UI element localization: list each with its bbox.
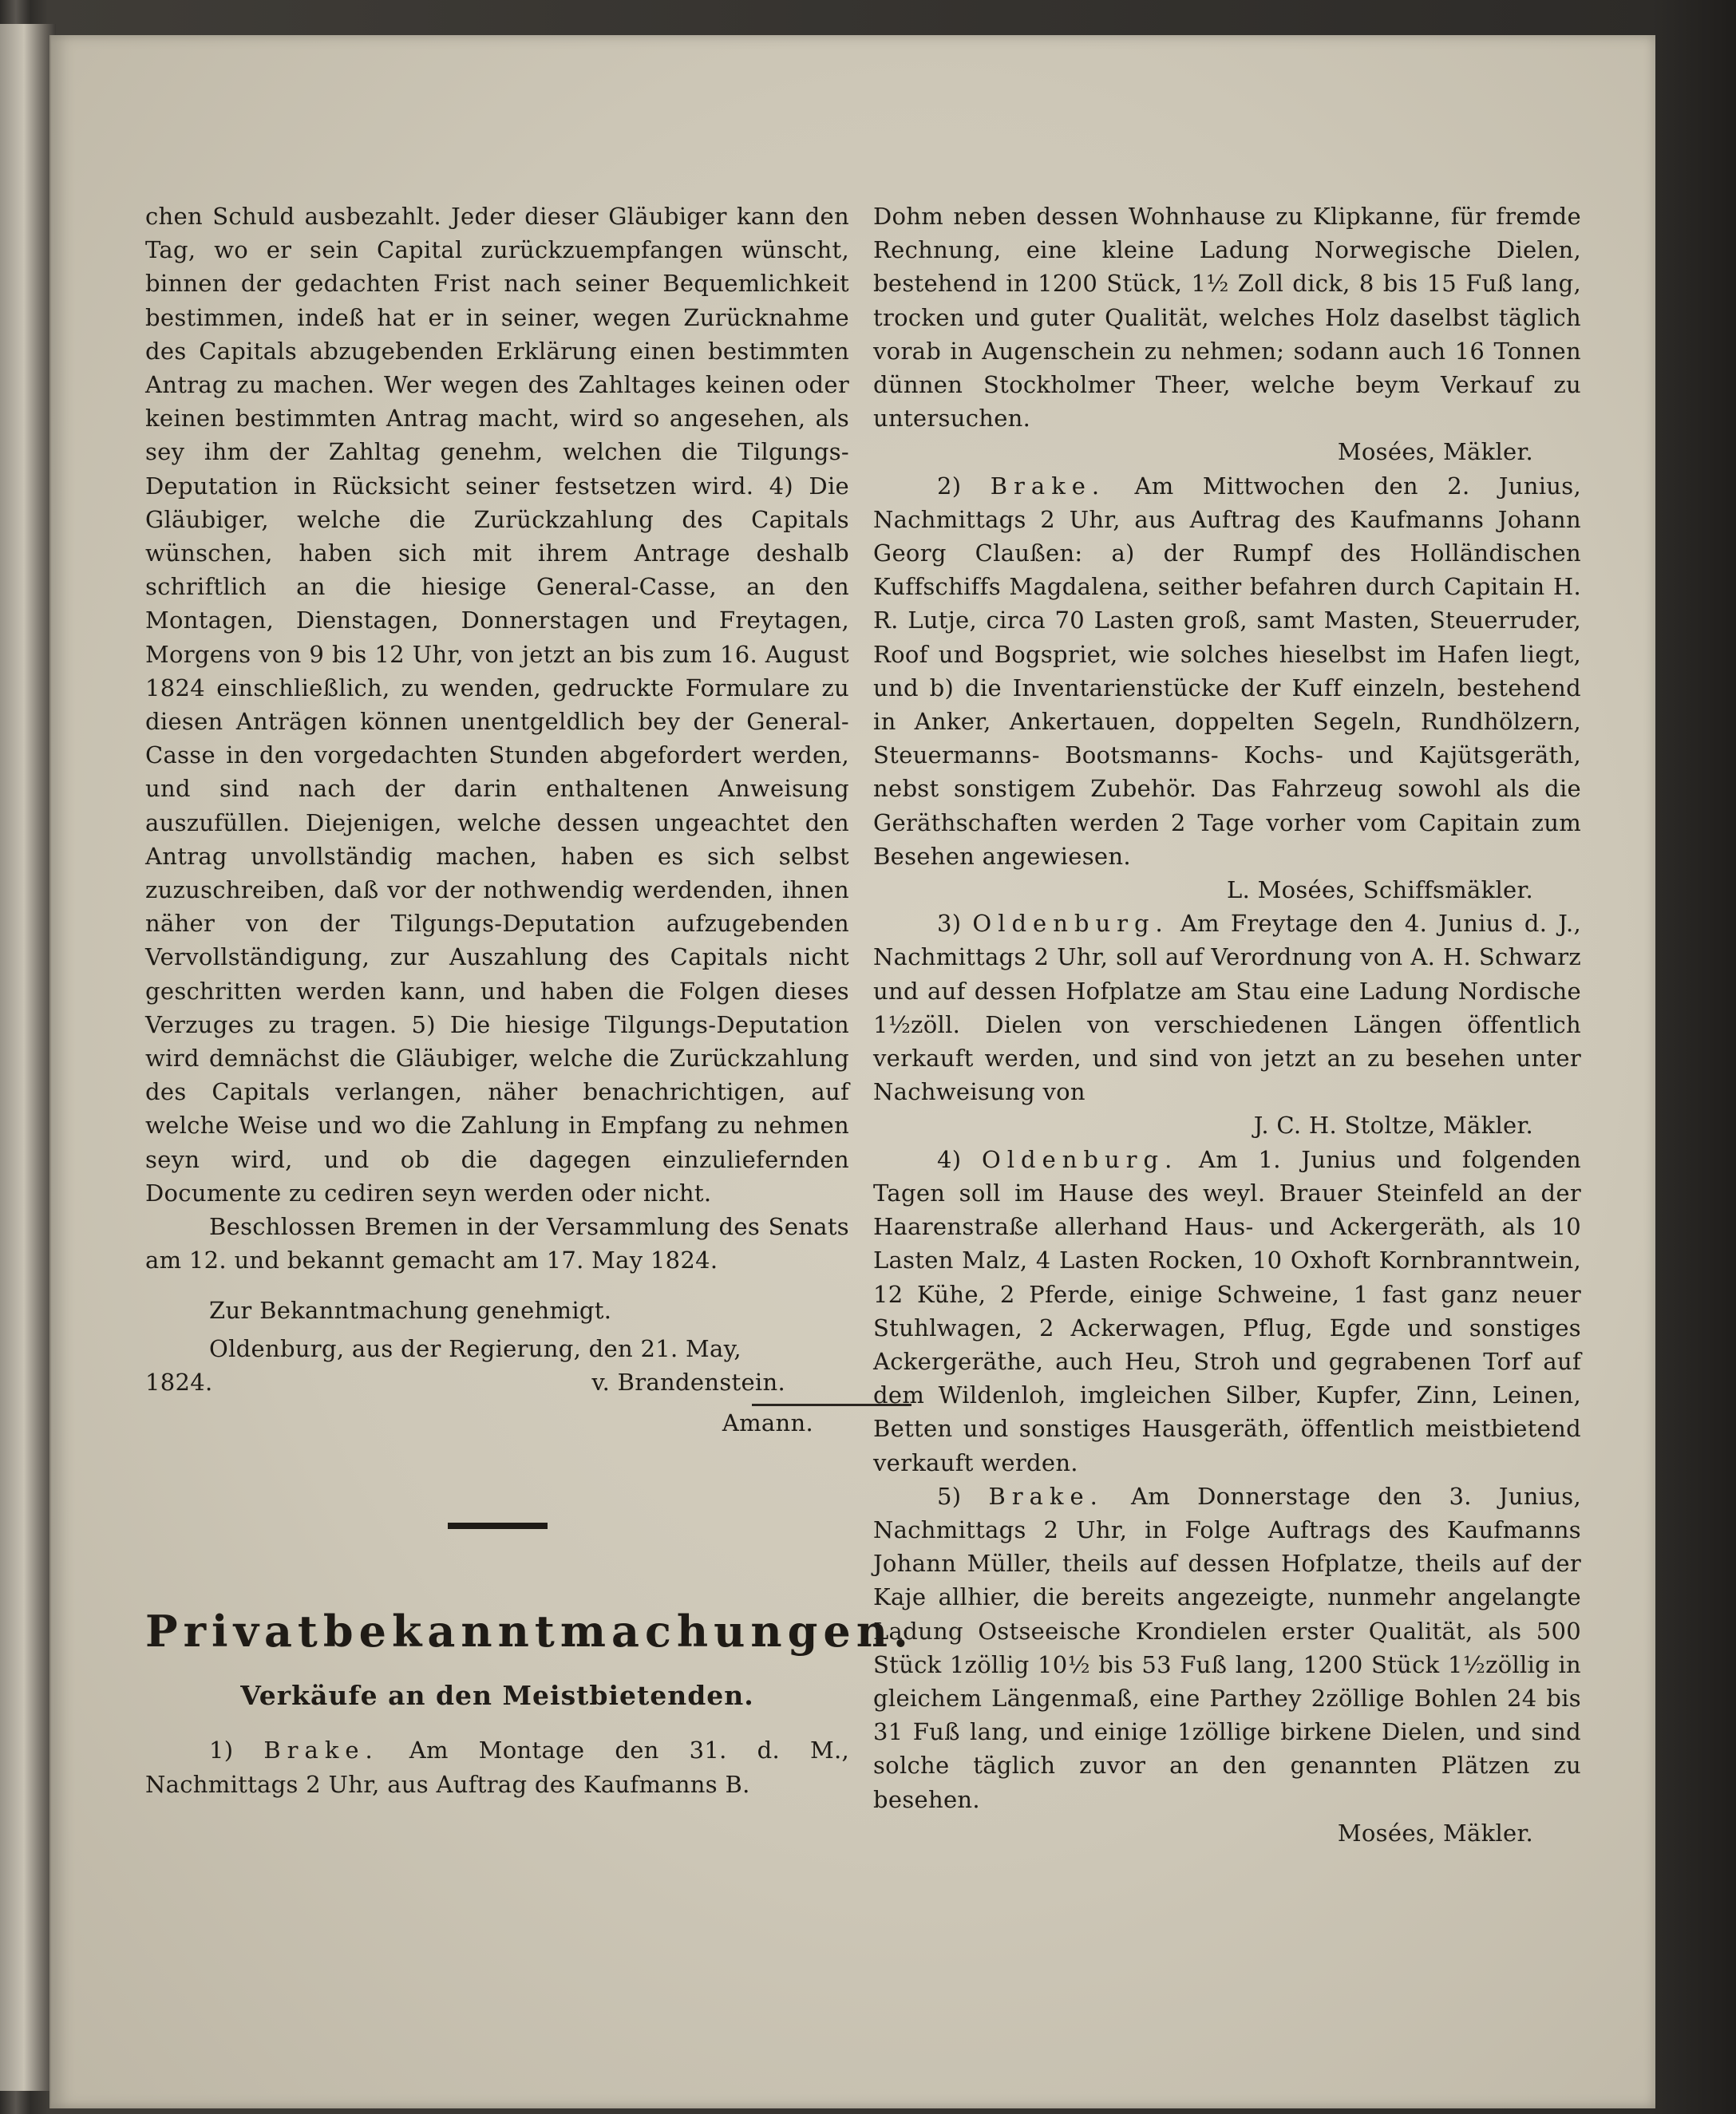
- ad-3-number: 3): [937, 910, 962, 938]
- countersign-name: Amann.: [722, 1409, 813, 1437]
- approval-note: Zur Bekanntmachung genehmigt.: [209, 1296, 612, 1324]
- ad-3-text: Am Freytage den 4. Junius d. J., Nachmittags 2 Uhr, soll auf Verordnung von A. H. Schwarz und auf dessen Hofplatze am Stau eine Ladung Nordische 1½zöll. Dielen von verschiedenen Längen öffentlich verkauft werden, und sind von jetzt an zu besehen unter Nachweisung von: [873, 910, 1581, 1106]
- year-signer-line: [145, 1365, 849, 1399]
- left-column: [145, 200, 914, 1801]
- ad-2-signature: L. Mosées, Schiffsmäkler.: [1227, 876, 1533, 904]
- ad-4-text: Am 1. Junius und folgenden Tagen soll im Hause des weyl. Brauer Steinfeld an der Haarenstraße allerhand Haus- und Ackergeräth, als 10 Lasten Malz, 4 Lasten Rocken, 10 Oxhoft Kornbranntwein, 12 Kühe, 2 Pferde, einige Schweine, 1 fast ganz neuer Stuhlwagen, 2 Ackerwagen, Pflug, Egde und sonstiges Ackergeräthe, auch Heu, Stroh und gegrabenen Torf auf dem Wildenloh, imgleichen Silber, Kupfer, Zinn, Leinen, Betten und sonstiges Hausgeräth, öffentlich meistbietend verkauft werden.: [873, 1145, 1581, 1476]
- ad-5-place: Brake.: [988, 1482, 1104, 1510]
- ad-4-place: Oldenburg.: [981, 1145, 1179, 1173]
- ad-1-text: Am Montage den 31. d. M., Nachmittags 2 Uhr, aus Auftrag des Kaufmanns B.: [145, 1737, 849, 1798]
- ad-5: [873, 1480, 1581, 1816]
- section-divider: [448, 1523, 548, 1529]
- government-place-line: Oldenburg, aus der Regierung, den 21. May,: [209, 1334, 741, 1362]
- ad-3: [873, 907, 1581, 1108]
- ad-4-number: 4): [937, 1145, 962, 1173]
- ad-1-number: 1): [209, 1737, 234, 1764]
- ad-1-continuation: Dohm neben dessen Wohnhause zu Klipkanne, für fremde Rechnung, eine kleine Ladung Norwegische Dielen, bestehend in 1200 Stück, 1½ Zoll dick, 8 bis 15 Fuß lang, trocken und guter Qualität, welches Holz daselbst täglich vorab in Augenschein zu nehmen; sodann auch 16 Tonnen dünnen Stockholmer Theer, welche beym Verkauf zu untersuchen.: [873, 203, 1581, 433]
- ad-1-signature: Mosées, Mäkler.: [1337, 438, 1533, 466]
- signer-name: v. Brandenstein.: [591, 1368, 785, 1396]
- ad-1-place: Brake.: [263, 1737, 379, 1764]
- previous-page-edge: [0, 24, 56, 2091]
- right-column: [873, 200, 1581, 1850]
- ad-2: [873, 469, 1581, 873]
- ad-3-place: Oldenburg.: [972, 910, 1169, 938]
- decree-year: 1824.: [145, 1368, 213, 1396]
- ad-1-start: [145, 1733, 849, 1800]
- ad-5-signature: Mosées, Mäkler.: [1337, 1819, 1533, 1847]
- auction-sales-heading: Verkäufe an den Meistbietenden.: [240, 1680, 754, 1712]
- ad-5-number: 5): [937, 1482, 962, 1510]
- ad-2-place: Brake.: [990, 472, 1106, 500]
- ad-2-text: Am Mittwochen den 2. Junius, Nachmittags 2 Uhr, aus Auftrag des Kaufmanns Johann Georg Claußen: a) der Rumpf des Holländischen Kuffschiffs Magdalena, seither befahren durch Capitain H. R. Lutje, circa 70 Lasten groß, samt Masten, Steuerruder, Roof und Bogspriet, wie solches hieselbst im Hafen liegt, und b) die Inventarienstücke der Kuff einzeln, bestehend in Anker, Ankertauen, doppelten Segeln, Rundhölzern, Steuermanns- Bootsmanns- Kochs- und Kajütsgeräth, nebst sonstigem Zubehör. Das Fahrzeug sowohl als die Geräthschaften werden 2 Tage vorher vom Capitain zum Besehen angewiesen.: [873, 472, 1581, 870]
- ad-3-signature: J. C. H. Stoltze, Mäkler.: [1253, 1112, 1533, 1140]
- decree-resolution: Beschlossen Bremen in der Versammlung des Senats am 12. und bekannt gemacht am 17. May 1824.: [145, 1213, 849, 1274]
- ad-4: [873, 1143, 1581, 1480]
- decree-continuation: chen Schuld ausbezahlt. Jeder dieser Gläubiger kann den Tag, wo er sein Capital zurückzuempfangen wünscht, binnen der gedachten Frist nach seiner Bequemlichkeit bestimmen, indeß hat er in seiner, wegen Zurücknahme des Capitals abzugebenden Erklärung einen bestimmten Antrag zu machen. Wer wegen des Zahltages keinen oder keinen bestimmten Antrag macht, wird so angesehen, als sey ihm der Zahltag genehm, welchen die Tilgungs-Deputation in Rücksicht seiner festsetzen wird. 4) Die Gläubiger, welche die Zurückzahlung des Capitals wünschen, haben sich mit ihrem Antrage deshalb schriftlich an die hiesige General-Casse, an den Montagen, Dienstagen, Donnerstagen und Freytagen, Morgens von 9 bis 12 Uhr, von jetzt an bis zum 16. August 1824 einschließlich, zu wenden, gedruckte Formulare zu diesen Anträgen können unentgeldlich bey der General-Casse in den vorgedachten Stunden abgefordert werden, und sind nach der darin enthaltenen Anweisung auszufüllen. Diejenigen, welche dessen ungeachtet den Antrag unvollständig machen, haben es sich selbst zuzuschreiben, daß vor der nothwendig werdenden, ihnen näher von der Tilgungs-Deputation aufzugebenden Vervollständigung, zur Auszahlung des Capitals nicht geschritten werden kann, und haben die Folgen dieses Verzuges zu tragen. 5) Die hiesige Tilgungs-Deputation wird demnächst die Gläubiger, welche die Zurückzahlung des Capitals verlangen, näher benachrichtigen, auf welche Weise und wo die Zahlung in Empfang zu nehmen seyn wird, und ob die dagegen einzuliefernden Documente zu cediren seyn werden oder nicht.: [145, 203, 849, 1207]
- ad-2-number: 2): [937, 472, 962, 500]
- newspaper-page: [49, 35, 1655, 2108]
- private-notices-heading: Privatbekanntmachungen.: [145, 1606, 914, 1658]
- ad-5-text: Am Donnerstage den 3. Junius, Nachmittags 2 Uhr, in Folge Auftrags des Kaufmanns Johann Müller, theils auf dessen Hofplatze, theils auf der Kaje allhier, die bereits angezeigte, nunmehr angelangte Ladung Ostseeische Krondielen erster Qualität, als 500 Stück 1zöllig 10½ bis 53 Fuß lang, 1200 Stück 1½zöllig in gleichem Längenmaß, eine Parthey 2zöllige Bohlen 24 bis 31 Fuß lang, und einige 1zöllige birkene Dielen, und sind solche täglich zuvor an den genannten Plätzen zu besehen.: [873, 1482, 1581, 1813]
